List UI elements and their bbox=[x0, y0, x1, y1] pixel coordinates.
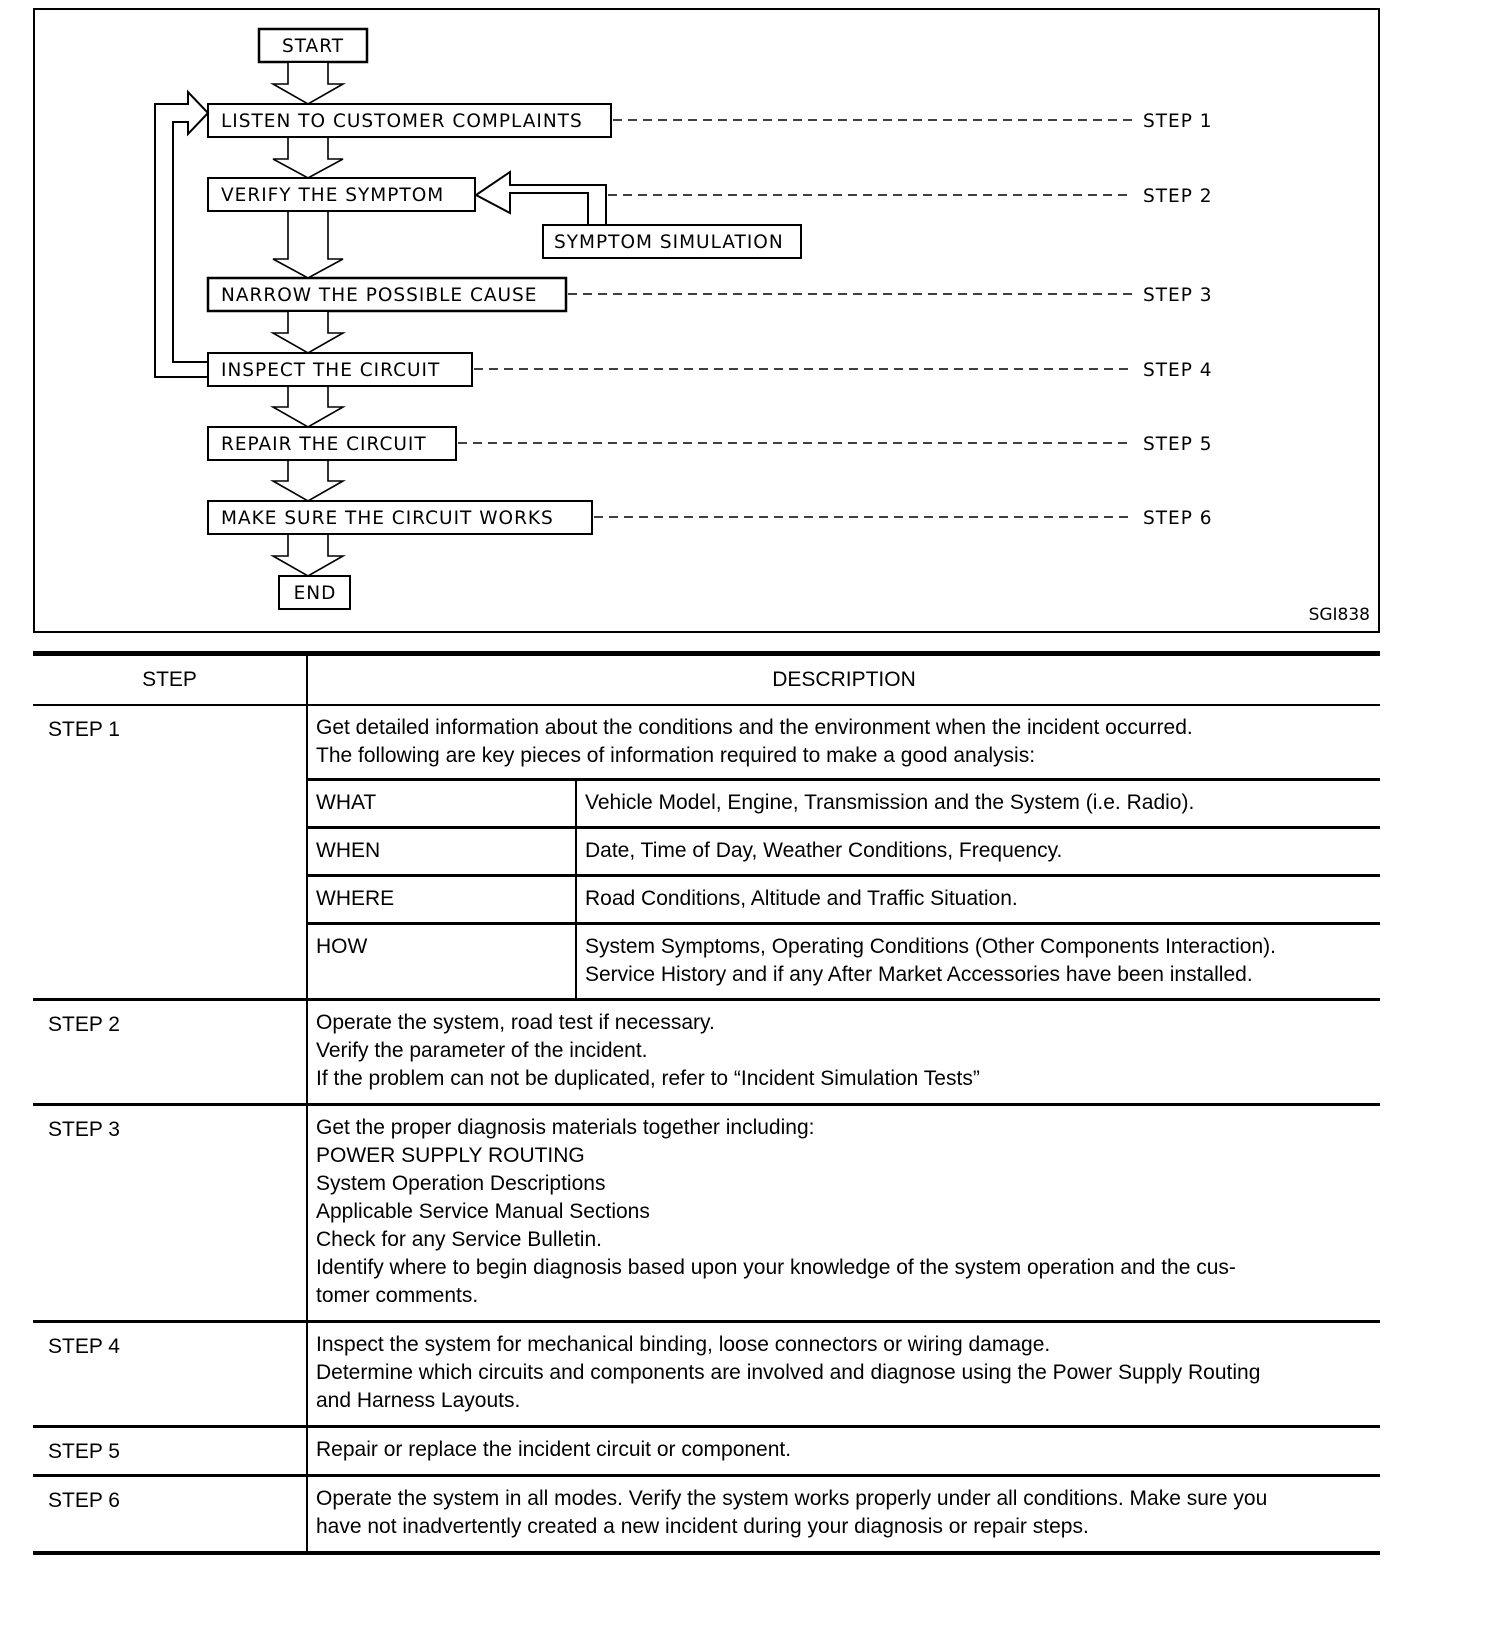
description-line: and Harness Layouts. bbox=[316, 1389, 521, 1412]
step-tag-6: STEP 6 bbox=[1143, 508, 1213, 529]
key-info-row bbox=[308, 828, 1380, 876]
flowchart-diagram bbox=[35, 10, 1378, 631]
header-description: DESCRIPTION bbox=[307, 654, 1380, 706]
table-row bbox=[33, 1476, 1380, 1554]
description-line: The following are key pieces of information required to make a good analysis: bbox=[316, 744, 1036, 767]
end-label: END bbox=[293, 583, 337, 604]
left-arrow-icon bbox=[476, 172, 606, 225]
key-info-table bbox=[308, 778, 1380, 998]
description-cell bbox=[307, 1322, 1380, 1427]
flow-label-step-2: VERIFY THE SYMPTOM bbox=[221, 185, 445, 206]
step-cell: STEP 5 bbox=[33, 1427, 307, 1476]
flow-label-step-4: INSPECT THE CIRCUIT bbox=[221, 360, 441, 381]
symptom-simulation-label: SYMPTOM SIMULATION bbox=[554, 232, 784, 253]
step-cell: STEP 6 bbox=[33, 1476, 307, 1554]
description-cell bbox=[307, 705, 1380, 1000]
description-line: Vehicle Model, Engine, Transmission and the System (i.e. Radio). bbox=[585, 791, 1195, 814]
key-info-row bbox=[308, 924, 1380, 999]
description-line: Service History and if any After Market Accessories have been installed. bbox=[585, 963, 1253, 986]
key-info-value bbox=[576, 828, 1380, 876]
description-line: tomer comments. bbox=[316, 1284, 479, 1307]
step-cell: STEP 2 bbox=[33, 1000, 307, 1105]
step-cell: STEP 1 bbox=[33, 705, 307, 1000]
key-info-label: WHAT bbox=[308, 780, 576, 828]
key-info-label: WHERE bbox=[308, 876, 576, 924]
header-step: STEP bbox=[33, 654, 307, 706]
description-line: Applicable Service Manual Sections bbox=[316, 1200, 650, 1223]
key-info-row bbox=[308, 780, 1380, 828]
table-row bbox=[33, 1000, 1380, 1105]
down-arrow-icon bbox=[273, 387, 343, 427]
key-info-value bbox=[576, 924, 1380, 999]
description-cell bbox=[307, 1105, 1380, 1322]
description-line: have not inadvertently created a new incident during your diagnosis or repair steps. bbox=[316, 1515, 1089, 1538]
description-line: Identify where to begin diagnosis based upon your knowledge of the system operation and the cus- bbox=[316, 1256, 1236, 1279]
description-intro bbox=[308, 706, 1380, 778]
step-tag-3: STEP 3 bbox=[1143, 285, 1213, 306]
down-arrow-icon bbox=[273, 63, 343, 104]
key-info-value bbox=[576, 780, 1380, 828]
description-line: Get the proper diagnosis materials together including: bbox=[316, 1116, 815, 1139]
key-info-label: HOW bbox=[308, 924, 576, 999]
down-arrow-icon bbox=[273, 535, 343, 576]
description-line: Determine which circuits and components are involved and diagnose using the Power Supply Routing bbox=[316, 1361, 1261, 1384]
description-cell bbox=[307, 1476, 1380, 1554]
start-label: START bbox=[281, 36, 345, 57]
down-arrow-icon bbox=[273, 461, 343, 501]
description-line: Operate the system in all modes. Verify the system works properly under all conditions. Make sure you bbox=[316, 1487, 1268, 1510]
table-row bbox=[33, 705, 1380, 1000]
description-line: Repair or replace the incident circuit or component. bbox=[316, 1438, 792, 1461]
table-header-row bbox=[33, 654, 1380, 706]
description-line: Road Conditions, Altitude and Traffic Situation. bbox=[585, 887, 1018, 910]
key-info-row bbox=[308, 876, 1380, 924]
flowchart-frame bbox=[33, 8, 1380, 633]
description-line: Get detailed information about the conditions and the environment when the incident occurred. bbox=[316, 716, 1193, 739]
description-line: Date, Time of Day, Weather Conditions, Frequency. bbox=[585, 839, 1063, 862]
flow-label-step-3: NARROW THE POSSIBLE CAUSE bbox=[221, 285, 538, 306]
table-row bbox=[33, 1322, 1380, 1427]
description-line: Check for any Service Bulletin. bbox=[316, 1228, 602, 1251]
description-line: Operate the system, road test if necessary. bbox=[316, 1011, 715, 1034]
down-arrow-icon bbox=[273, 312, 343, 353]
table-row bbox=[33, 1105, 1380, 1322]
flow-label-step-1: LISTEN TO CUSTOMER COMPLAINTS bbox=[221, 111, 583, 132]
loop-back-arrow-icon bbox=[155, 92, 208, 377]
description-line: Inspect the system for mechanical binding, loose connectors or wiring damage. bbox=[316, 1333, 1051, 1356]
step-tag-4: STEP 4 bbox=[1143, 360, 1213, 381]
flow-label-step-5: REPAIR THE CIRCUIT bbox=[221, 434, 427, 455]
steps-description-table bbox=[33, 651, 1380, 1555]
step-tag-1: STEP 1 bbox=[1143, 111, 1213, 132]
description-line: POWER SUPPLY ROUTING bbox=[316, 1144, 585, 1167]
description-cell bbox=[307, 1000, 1380, 1105]
description-line: System Symptoms, Operating Conditions (Other Components Interaction). bbox=[585, 935, 1276, 958]
down-arrow-icon bbox=[273, 138, 343, 178]
key-info-value bbox=[576, 876, 1380, 924]
figure-id: SGI838 bbox=[1308, 605, 1370, 625]
step-cell: STEP 4 bbox=[33, 1322, 307, 1427]
table-body bbox=[33, 705, 1380, 1553]
key-info-label: WHEN bbox=[308, 828, 576, 876]
step-tag-5: STEP 5 bbox=[1143, 434, 1213, 455]
flow-label-step-6: MAKE SURE THE CIRCUIT WORKS bbox=[221, 508, 554, 529]
description-line: If the problem can not be duplicated, refer to “Incident Simulation Tests” bbox=[316, 1067, 980, 1090]
step-tag-2: STEP 2 bbox=[1143, 186, 1213, 207]
description-line: System Operation Descriptions bbox=[316, 1172, 606, 1195]
description-cell bbox=[307, 1427, 1380, 1476]
table-row bbox=[33, 1427, 1380, 1476]
step-cell: STEP 3 bbox=[33, 1105, 307, 1322]
description-line: Verify the parameter of the incident. bbox=[316, 1039, 648, 1062]
down-arrow-icon bbox=[273, 212, 343, 278]
